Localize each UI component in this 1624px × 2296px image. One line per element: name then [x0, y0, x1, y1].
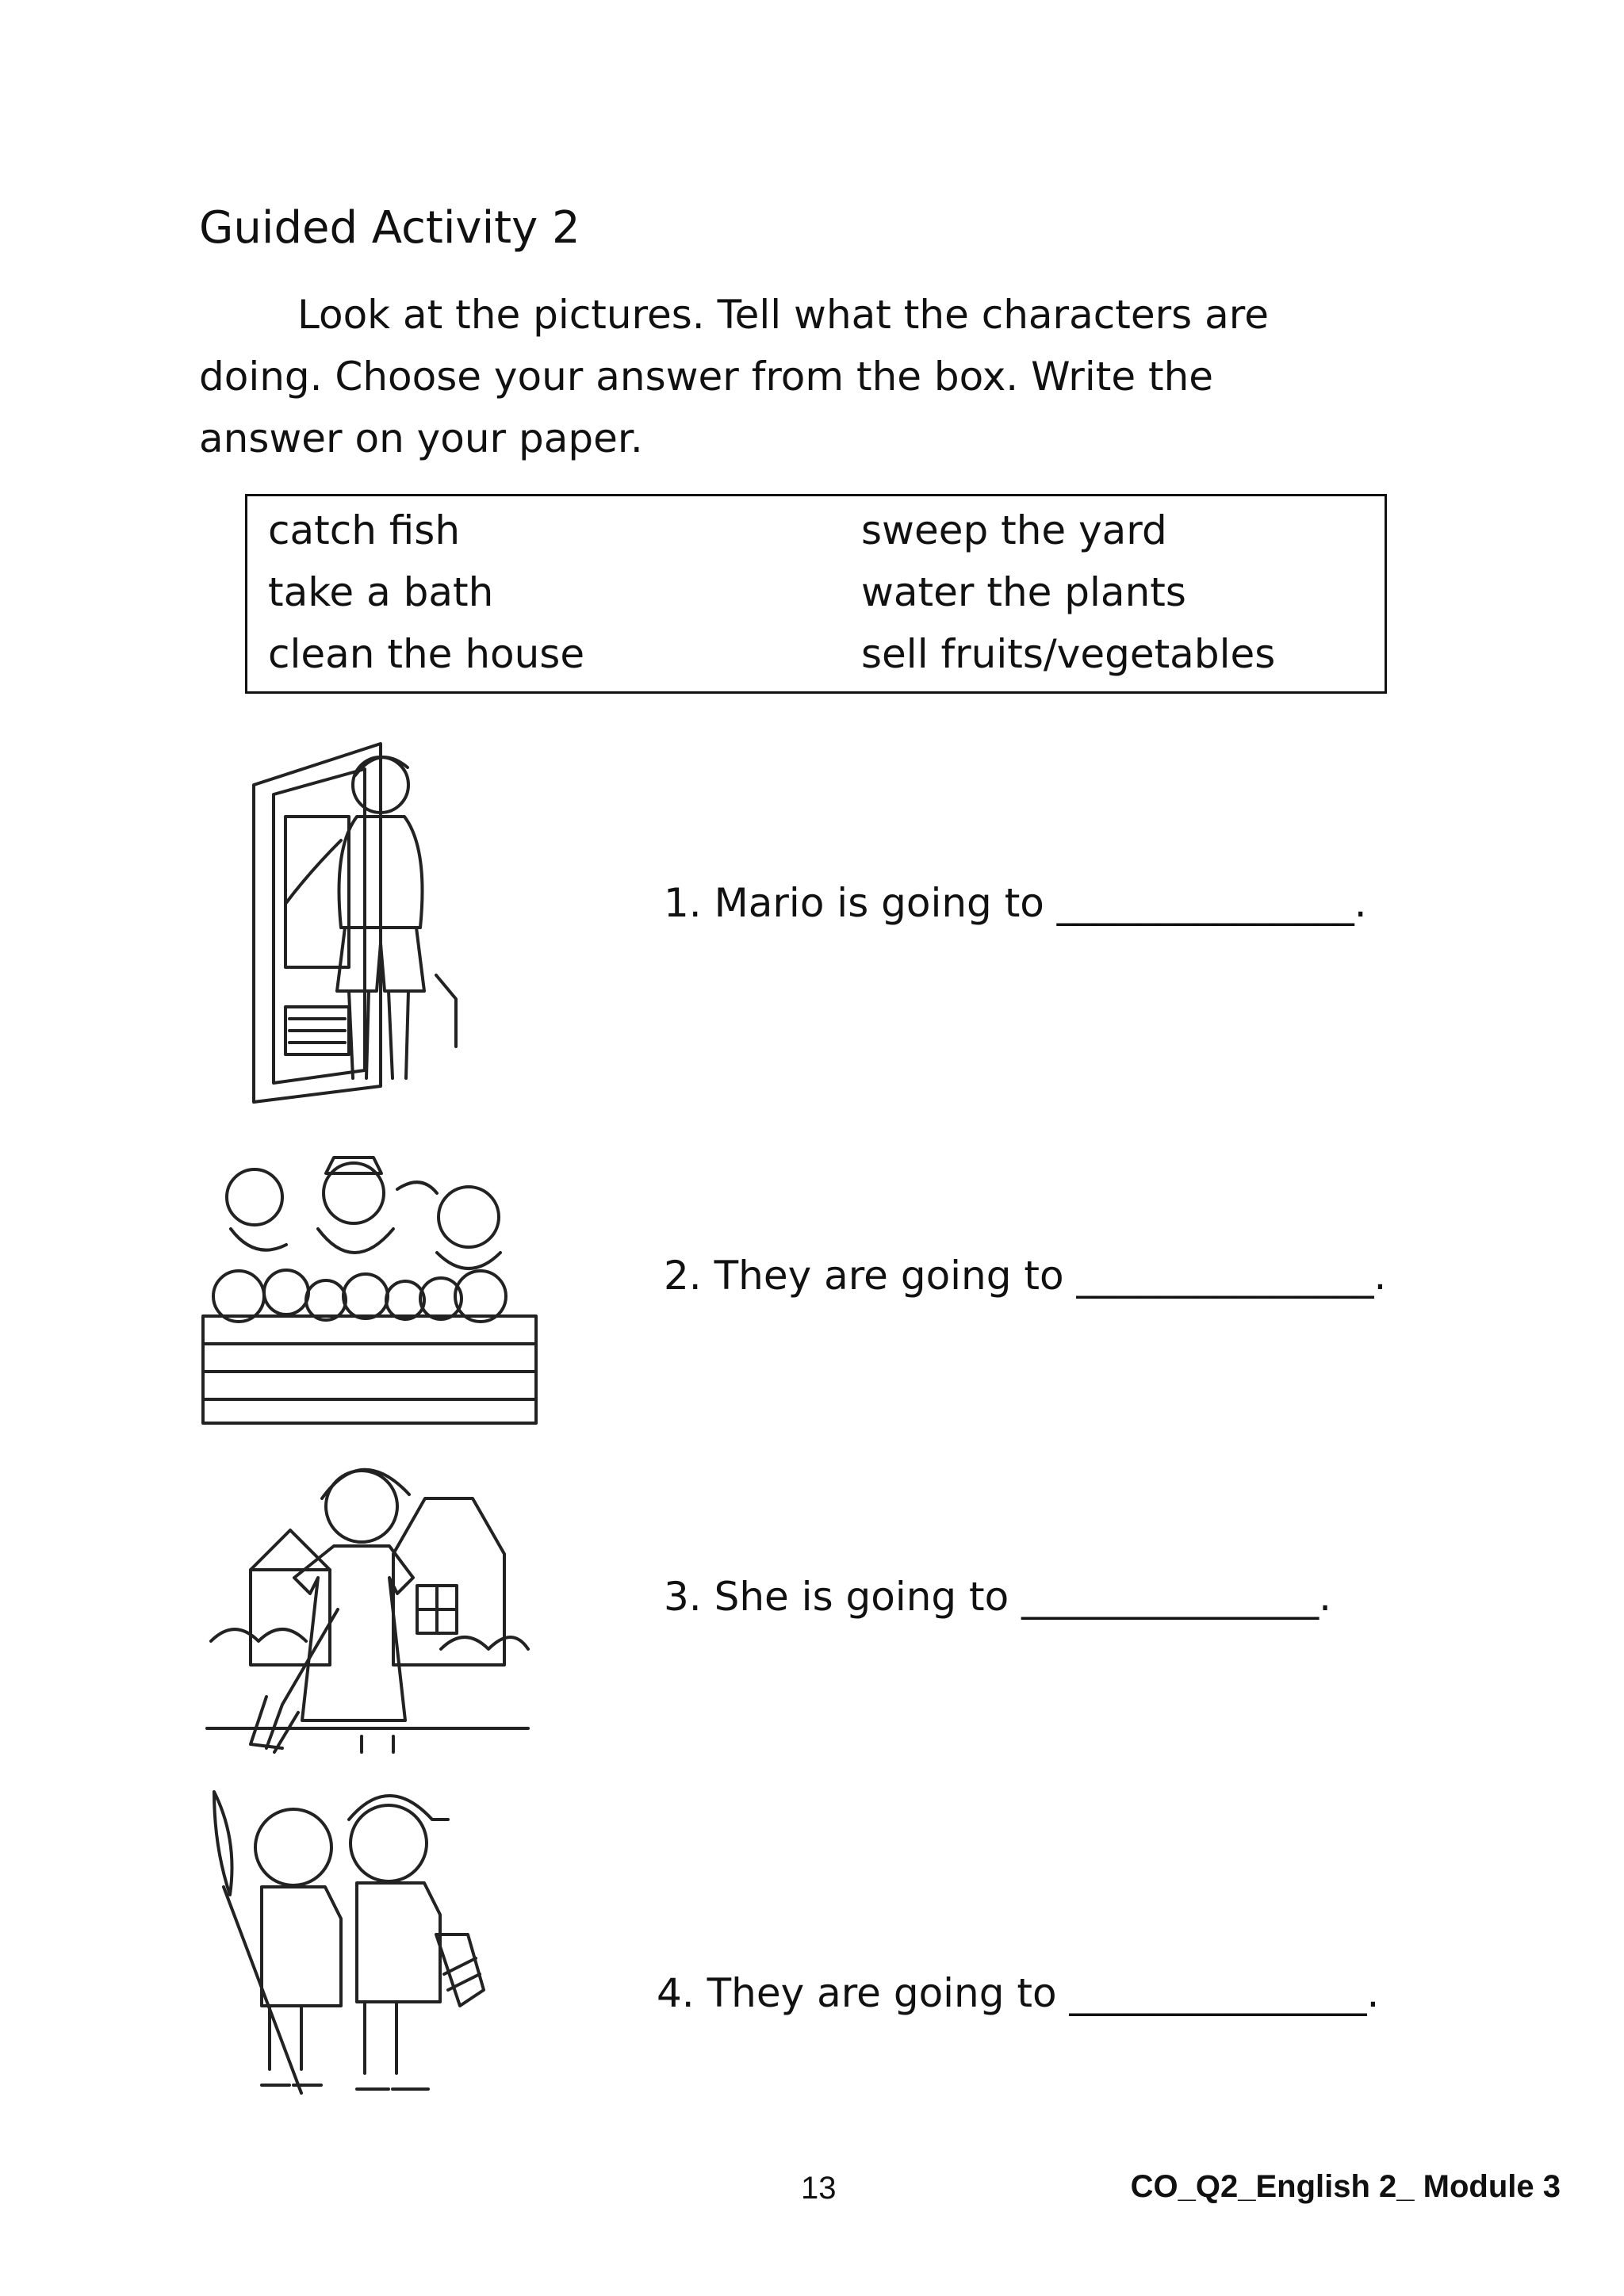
instruction-line: answer on your paper.: [199, 415, 643, 461]
answer-choices-box: [245, 494, 1387, 694]
choice: take a bath: [268, 569, 494, 615]
choice: sweep the yard: [861, 507, 1167, 553]
page-number: 13: [801, 2171, 837, 2206]
question-2: 2. They are going to _______________.: [664, 1253, 1387, 1299]
vegetable-stand-illustration: [199, 1150, 540, 1431]
girl-sweeping-illustration: [203, 1459, 532, 1756]
choice: sell fruits/vegetables: [861, 631, 1276, 677]
question-3: 3. She is going to _______________.: [664, 1574, 1332, 1620]
question-4: 4. They are going to _______________.: [657, 1970, 1380, 2016]
boys-fishing-illustration: [206, 1776, 523, 2105]
instruction-line: Look at the pictures. Tell what the characters are: [297, 292, 1269, 338]
page-title: Guided Activity 2: [199, 202, 580, 254]
choice: catch fish: [268, 507, 461, 553]
boy-at-door-illustration: [238, 737, 460, 1110]
choice: clean the house: [268, 631, 585, 677]
choice: water the plants: [861, 569, 1186, 615]
question-1: 1. Mario is going to _______________.: [664, 880, 1367, 926]
instruction-line: doing. Choose your answer from the box. Write the: [199, 354, 1214, 400]
module-code: CO_Q2_English 2_ Module 3: [1130, 2169, 1561, 2204]
